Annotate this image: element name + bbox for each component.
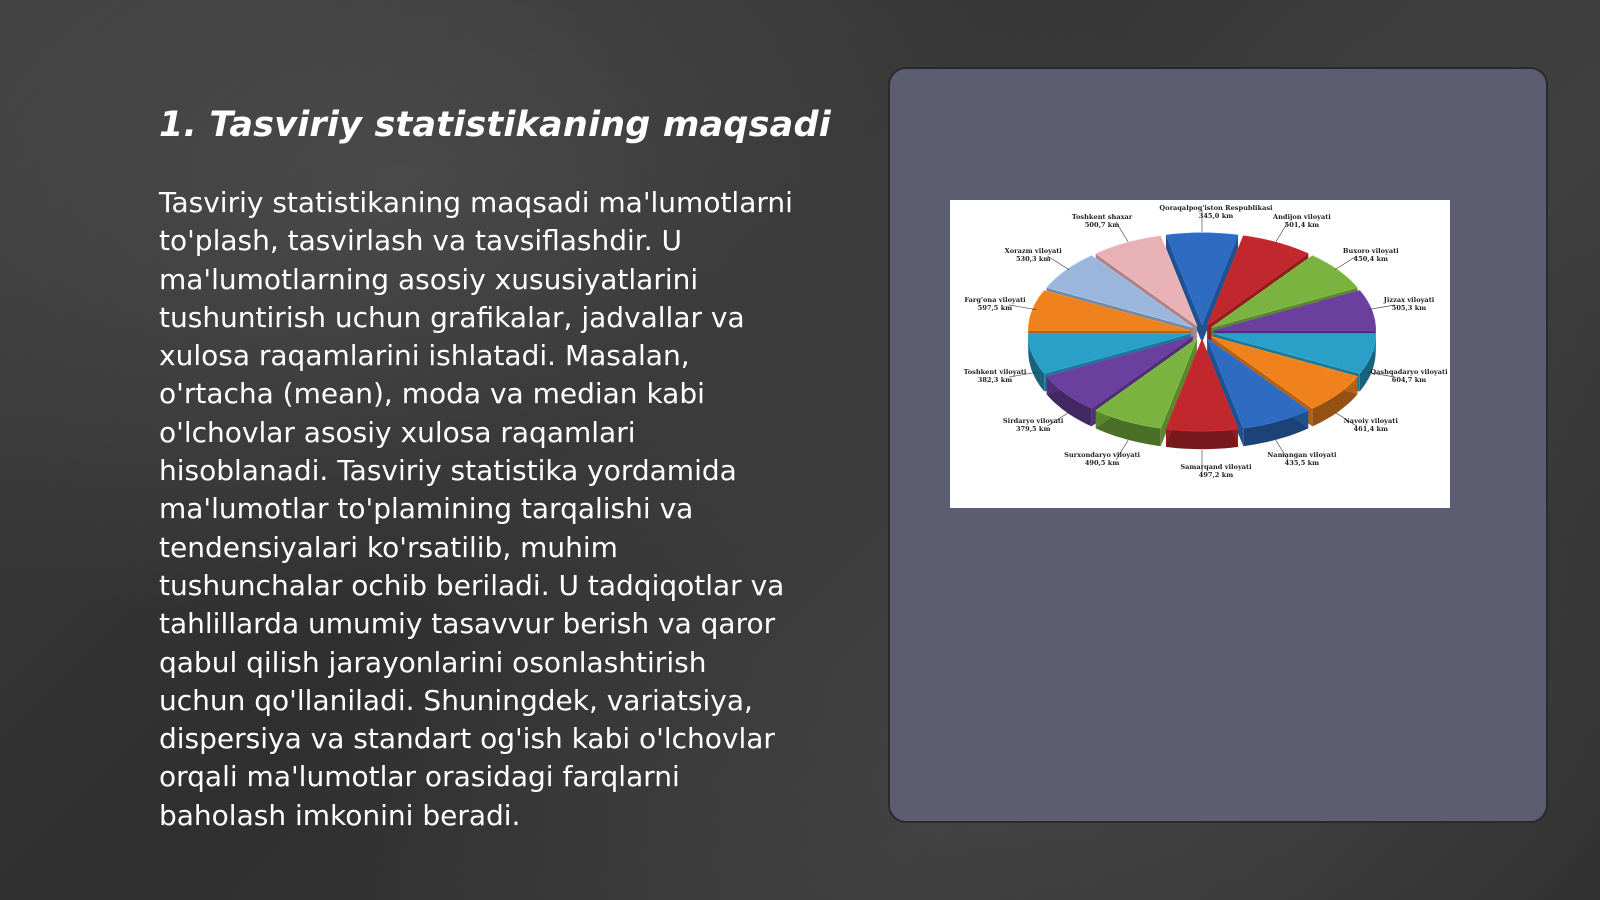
slice-label xyxy=(1383,296,1435,312)
slice-label-value: 379,5 km xyxy=(1015,425,1051,434)
slice-label-value: 345,0 km xyxy=(1198,212,1234,220)
slice-label xyxy=(1344,417,1399,433)
slice-label xyxy=(1072,213,1133,229)
slice-label-value: 505,3 km xyxy=(1391,303,1427,312)
slice-label-name: Andijon viloyati xyxy=(1273,213,1331,222)
pie-chart-image xyxy=(950,200,1450,508)
exploded-pie-chart xyxy=(950,200,1450,508)
label-leader-line xyxy=(1047,256,1069,270)
slice-label-name: Sirdaryo viloyati xyxy=(1002,417,1064,426)
slice-label-name: Navoiy viloyati xyxy=(1343,417,1398,426)
slice-label-value: 597,5 km xyxy=(977,303,1013,312)
slice-label xyxy=(1272,213,1331,229)
slice-label-value: 501,4 km xyxy=(1284,221,1320,230)
slice-label-name: Qashqadaryo viloyati xyxy=(1370,368,1448,377)
slice-label-value: 500,7 km xyxy=(1084,221,1120,230)
slice-label xyxy=(1343,247,1399,263)
slice-label xyxy=(1005,247,1063,263)
slice-label xyxy=(1370,368,1448,384)
slice-label xyxy=(1003,417,1064,433)
slice-label-name: Surxondaryo viloyati xyxy=(1064,450,1141,459)
slice-label-name: Xorazm viloyati xyxy=(1004,246,1062,255)
slice-label-value: 497,2 km xyxy=(1198,471,1234,479)
slice-label xyxy=(1180,463,1252,479)
slice-label-value: 382,3 km xyxy=(977,376,1013,385)
slice-label-name: Buxoro viloyati xyxy=(1342,246,1399,255)
slice-label-name: Farg'ona viloyati xyxy=(964,295,1026,304)
slice-label xyxy=(1267,451,1337,467)
slice-label-value: 461,4 km xyxy=(1353,425,1389,434)
slice-label-name: Namangan viloyati xyxy=(1267,450,1337,459)
slice-label xyxy=(1159,204,1273,220)
slide-body-text: Tasviriy statistikaning maqsadi ma'lumotlarni to'plash, tasvirlash va tavsiflashdir. U ma'lumotlarning asosiy xususiyatlarini tushuntirish uchun grafikalar, jadvallar va xulosa raqamlarini ishlatadi. Masalan, o'rtacha (mean), moda va median kabi o'lchovlar asosiy xulosa raqamlari hisoblanadi. Tasviriy statistika yordamida ma'lumotlar to'plamining tarqalishi va tendensiyalari ko'rsatilib, muhim tushunchalar ochib beriladi. U tadqiqotlar va tahlillarda umumiy tasavvur berish va qaror qabul qilish jarayonlarini osonlashtirish uchun qo'llaniladi. Shuningdek, variatsiya, dispersiya va standart og'ish kabi o'lchovlar orqali ma'lumotlar orasidagi farqlarni baholash imkonini beradi. xyxy=(159,186,793,832)
slide-title: 1. Tasviriy statistikaning maqsadi xyxy=(159,105,831,145)
slice-label-value: 530,3 km xyxy=(1015,254,1051,263)
label-leader-line xyxy=(1009,305,1036,310)
slice-label-value: 450,4 km xyxy=(1353,254,1389,263)
slice-label-value: 604,7 km xyxy=(1391,376,1427,385)
slice-label-name: Toshkent shaxar xyxy=(1071,213,1133,222)
slice-label xyxy=(964,368,1027,384)
slice-label-name: Jizzax viloyati xyxy=(1383,295,1435,304)
slice-label xyxy=(964,296,1026,312)
slice-label xyxy=(1064,451,1140,467)
slice-label-name: Qoraqalpog'iston Respublikasi xyxy=(1159,204,1273,212)
slice-label-value: 435,5 km xyxy=(1284,458,1320,467)
slice-label-value: 490,5 km xyxy=(1084,458,1120,467)
slice-label-name: Samarqand viloyati xyxy=(1180,463,1252,471)
slice-label-name: Toshkent viloyati xyxy=(963,368,1027,377)
